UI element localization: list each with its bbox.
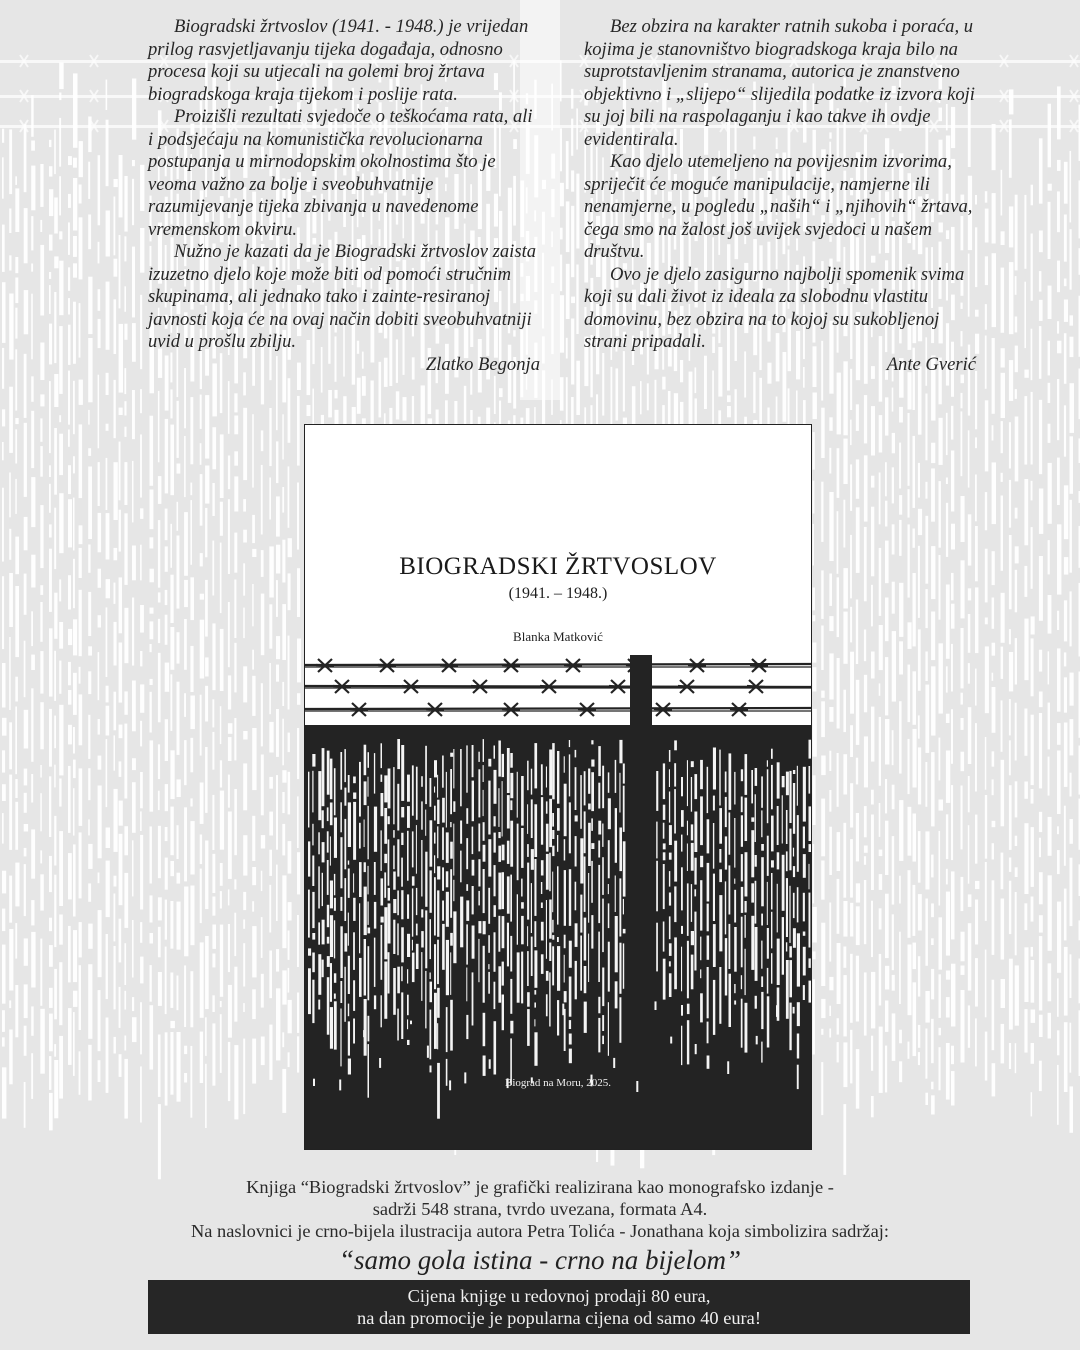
review-left-column	[148, 16, 540, 376]
review-right-paragraph-1: Bez obzira na karakter ratnih sukoba i poraća, u kojima je stanovništvo biogradskoga kraja bilo na suprotstavljenim stranama, autorica je znanstveno objektivno i „slijepo“ slijedila podatke iz izvora koji su joj bili na raspolaganju i kao takve ih ovdje evidentirala.	[584, 16, 975, 150]
review-left-paragraph-3: Nužno je kazati da je Biogradski žrtvoslov zaista izuzetno djelo koje može biti od pomoći stručnim skupinama, ali jednako tako i zainte-resiranoj javnosti koja će na ovaj način dobiti sveobuhvatniji uvid u prošlu zbilju.	[148, 241, 537, 352]
cover-illustration-barbed-wire	[305, 653, 811, 1149]
review-left-paragraph-1: Biogradski žrtvoslov (1941. - 1948.) je vrijedan prilog rasvjetljavanju tijeka događaja, odnosno procesa koji su utjecali na golemi broj žrtava biogradskoga kraja tijekom i poslije rata.	[148, 16, 529, 105]
cover-title: BIOGRADSKI ŽRTVOSLOV	[399, 553, 717, 580]
book-info-line-1: Knjiga “Biogradski žrtvoslov” je grafički realizirana kao monografsko izdanje -	[246, 1177, 834, 1197]
review-left-signature: Zlatko Begonja	[425, 353, 540, 375]
price-line-2: na dan promocije je popularna cijena od samo 40 eura!	[357, 1308, 761, 1328]
review-right-paragraph-2: Kao djelo utemeljeno na povijesnim izvorima, spriječit će moguće manipulacije, namjerne ili nenamjerne, u pogledu „naših“ i „njihovih“ žrtava, čega smo na žalost još uvijek svjedoci u našem društvu.	[584, 151, 973, 262]
cover-place-year: Biograd na Moru, 2025.	[504, 1077, 611, 1089]
cover-years: (1941. – 1948.)	[508, 585, 608, 602]
book-cover	[304, 424, 812, 1150]
cover-author: Blanka Matković	[513, 629, 603, 644]
review-right-signature: Ante Gverić	[886, 353, 976, 375]
slogan-quote: “samo gola istina - crno na bijelom”	[338, 1245, 742, 1275]
price-line-1: Cijena knjige u redovnoj prodaji 80 eura,	[407, 1286, 711, 1306]
book-info-line-3: Na naslovnici je crno-bijela ilustracija autora Petra Tolića - Jonathana koja simbolizira sadržaj:	[191, 1221, 889, 1241]
price-banner	[148, 1280, 970, 1334]
review-right-paragraph-3: Ovo je djelo zasigurno najbolji spomenik svima koji su dali život iz ideala za slobodnu vlastitu domovinu, bez obzira na to kojoj su sukobljenoj strani pripadali.	[584, 263, 965, 352]
book-info-line-2: sadrži 548 strana, tvrdo uvezana, formata A4.	[372, 1199, 708, 1219]
review-right-column	[584, 16, 976, 376]
review-left-paragraph-2: Proizišli rezultati svjedoče o teškoćama rata, ali i podsjećaju na komunistička revolucionarna postupanja u mirnodopskim okolnostima što je veoma važno za bolje i sveobuhvatnije razumijevanje tijeka zbivanja u navedenome vremenskom okviru.	[148, 106, 533, 240]
